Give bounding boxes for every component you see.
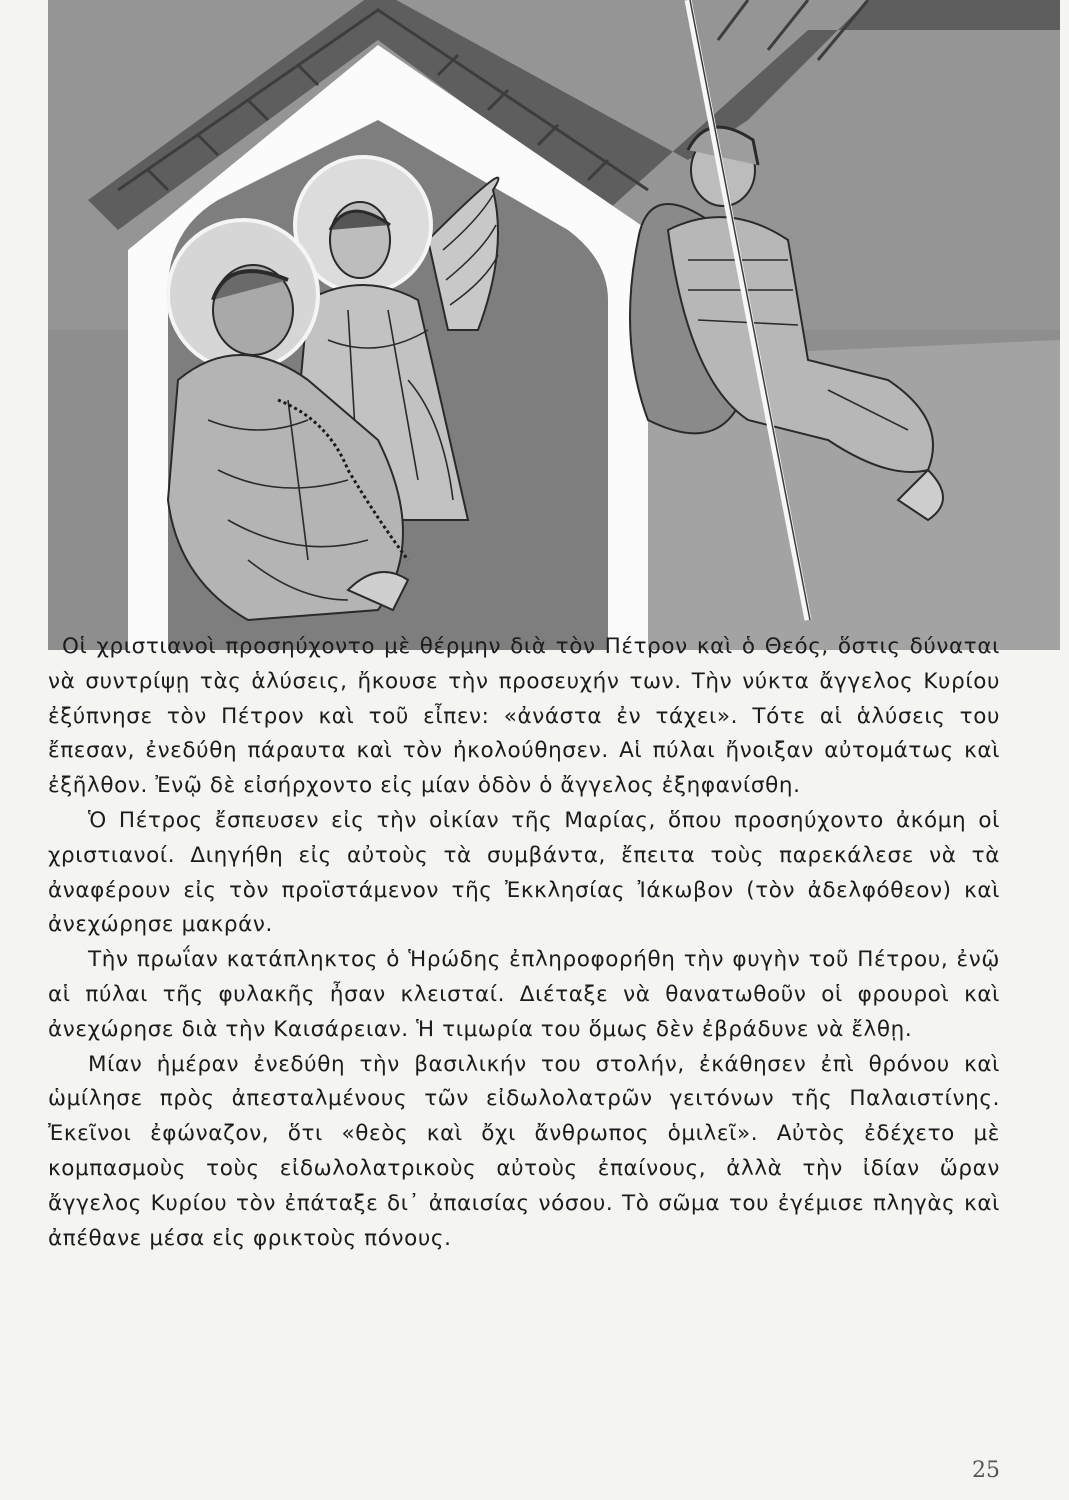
text-body — [48, 630, 1000, 1256]
paragraph-2: Ὁ Πέτρος ἔσπευσεν εἰς τὴν οἰκίαν τῆς Μαρίας, ὅπου προσηύχοντο ἀκόμη οἱ χριστιανοί. Διηγήθη εἰς αὐτοὺς τὰ συμβάντα, ἔπειτα τοὺς παρεκάλεσε νὰ τὰ ἀναφέρουν εἰς τὸν προϊστάμενον τῆς Ἐκκλησίας Ἰάκωβον (τὸν ἀδελφόθεον) καὶ ἀνεχώρησε μακράν. — [48, 807, 1000, 938]
illustration — [48, 0, 1060, 650]
icon-painting-angel-and-peter — [48, 0, 1060, 650]
paragraph-1: Οἱ χριστιανοὶ προσηύχοντο μὲ θέρμην διὰ τὸν Πέτρον καὶ ὁ Θεός, ὅστις δύναται νὰ συντρίψῃ τὰς ἁλύσεις, ἤκουσε τὴν προσευχήν των. Τὴν νύκτα ἄγγελος Κυρίου ἐξύπνησε τὸν Πέτρον καὶ τοῦ εἶπεν: «ἀνάστα ἐν τάχει». Τότε αἱ ἁλύσεις του ἔπεσαν, ἐνεδύθη πάραυτα καὶ τὸν ἠκολούθησεν. Αἱ πύλαι ἤνοιξαν αὐτομάτως καὶ ἐξῆλθον. Ἐνῷ δὲ εἰσήρχοντο εἰς μίαν ὁδὸν ὁ ἄγγελος ἐξηφανίσθη. — [48, 634, 1000, 799]
page-number: 25 — [972, 1458, 1000, 1483]
paragraph-3: Τὴν πρωΐαν κατάπληκτος ὁ Ἡρώδης ἐπληροφορήθη τὴν φυγὴν τοῦ Πέτρου, ἐνῷ αἱ πύλαι τῆς φυλακῆς ἦσαν κλεισταί. Διέταξε νὰ θανατωθοῦν οἱ φρουροὶ καὶ ἀνεχώρησε διὰ τὴν Καισάρειαν. Ἡ τιμωρία του ὅμως δὲν ἐβράδυνε νὰ ἔλθῃ. — [48, 947, 1000, 1042]
paragraph-4: Μίαν ἡμέραν ἐνεδύθη τὴν βασιλικήν του στολήν, ἐκάθησεν ἐπὶ θρόνου καὶ ὡμίλησε πρὸς ἀπεσταλμένους τῶν εἰδωλολατρῶν γειτόνων τῆς Παλαιστίνης. Ἐκεῖνοι ἐφώναζον, ὅτι «θεὸς καὶ ὄχι ἄνθρωπος ὁμιλεῖ». Αὐτὸς ἐδέχετο μὲ κομπασμοὺς τοὺς εἰδωλολατρικοὺς αὐτοὺς ἐπαίνους, ἀλλὰ τὴν ἰδίαν ὥραν ἄγγελος Κυρίου τὸν ἐπάταξε δι᾽ ἀπαισίας νόσου. Τὸ σῶμα του ἐγέμισε πληγὰς καὶ ἀπέθανε μέσα εἰς φρικτοὺς πόνους. — [48, 1051, 1000, 1251]
